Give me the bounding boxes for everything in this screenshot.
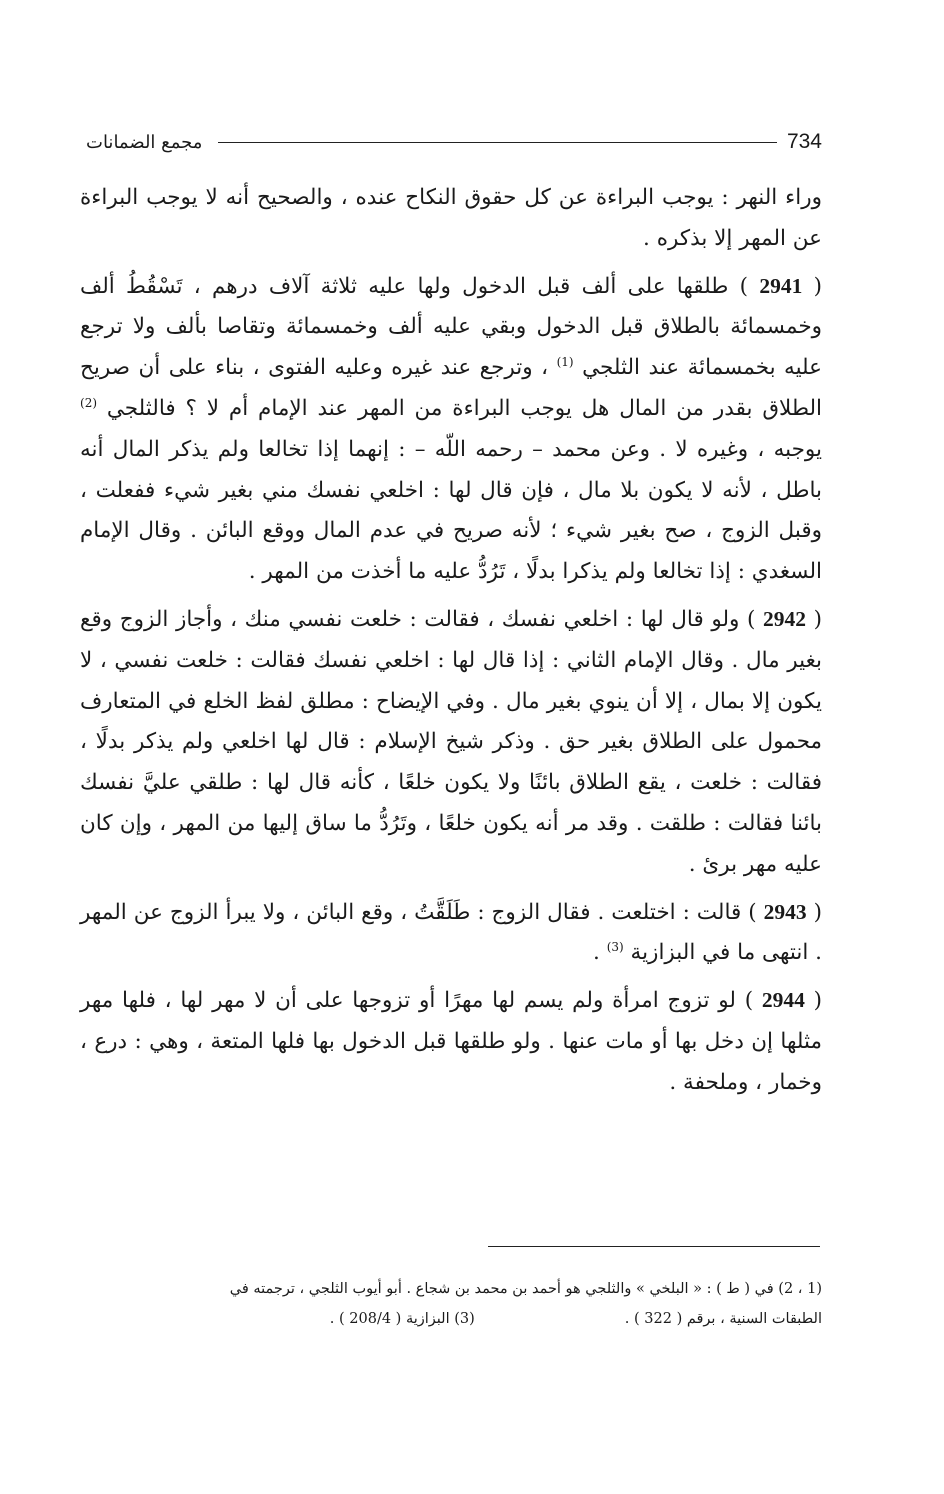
footnote-ref: (3) bbox=[606, 940, 624, 955]
page-number: 734 bbox=[786, 130, 822, 153]
item-number: 2944 bbox=[761, 988, 805, 1013]
footnote-line bbox=[80, 1304, 822, 1334]
paragraph-2942: ( 2942 ) ولو قال لها : اخلعي نفسك ، فقالت : خلعت نفسي منك ، وأجاز الزوج وقع بغير مال . وقال الإمام الثاني : إذا قال لها : اخلعي نفسك فقالت : خلعت نفسي ، لا يكون إلا بمال ، إلا أن ينوي بغير مال . وفي الإيضاح : مطلق لفظ الخلع في المتعارف محمول على الطلاق بغير حق . وذكر شيخ الإسلام : قال لها اخلعي ولم يذكر بدلًا ، فقالت : خلعت ، يقع الطلاق بائنًا ولا يكون خلعًا ، كأنه قال لها : طلقي عليَّ نفسك بائنا فقالت : طلقت . وقد مر أنه يكون خلعًا ، وتَرُدُّ ما ساق إليها من المهر ، وإن كان عليه مهر برئ . bbox=[80, 606, 822, 877]
footnote-ref: (2) bbox=[80, 395, 98, 410]
item-number: 2941 bbox=[759, 273, 803, 298]
running-title: مجمع الضمانات bbox=[86, 131, 203, 153]
paragraph-text: لو تزوج امرأة ولم يسم لها مهرًا أو تزوجها على أن لا مهر لها ، فلها مهر مثلها إن دخل بها أو مات عنها . ولو طلقها قبل الدخول بها فلها المتعة ، وهي : درع ، وخمار ، وملحفة . bbox=[80, 988, 822, 1095]
paragraph-text: . bbox=[593, 940, 600, 966]
footnote-separator bbox=[488, 1246, 820, 1247]
paragraph-text: وراء النهر : يوجب البراءة عن كل حقوق النكاح عنده ، والصحيح أنه لا يوجب البراءة عن المهر إلا بذكره . bbox=[80, 185, 822, 251]
footnote-text: (3) البزازية ( 208/4 ) . bbox=[329, 1311, 475, 1327]
item-number: 2942 bbox=[763, 606, 806, 631]
footnote-ref: (1) bbox=[556, 355, 574, 370]
paragraph-text: قالت : اختلعت . فقال الزوج : طَلَقَّتُ ، وقع البائن ، ولا يبرأ الزوج عن المهر . انتهى ما في البزازية bbox=[80, 899, 822, 966]
paragraph-text: طلقها على ألف قبل الدخول ولها عليه ثلاثة آلاف درهم ، تَسْقُطُ ألف وخمسمائة بالطلاق قبل الدخول وبقي عليه ألف وخمسمائة وتقاصا بألف ولا ترجع عليه بخمسمائة عند الثلجي bbox=[80, 273, 823, 381]
header-rule bbox=[218, 142, 777, 143]
paragraph-2941: ( 2941 ) طلقها على ألف قبل الدخول ولها عليه ثلاثة آلاف درهم ، تَسْقُطُ ألف وخمسمائة بالطلاق قبل الدخول وبقي عليه ألف وخمسمائة وتقاصا بألف ولا ترجع عليه بخمسمائة عند الثلجي $^{(1)}$ ، وترجع عند غيره وعليه الفتوى ، بناء على أن صريح الطلاق بقدر من المال هل يوجب البراءة من المهر عند الإمام أم لا ؟ فالثلجي $^{(2)}$ يوجبه ، وغيره لا . وعن محمد – رحمه اللّه – : إنهما إذا تخالعا ولم يذكر المال أنه باطل ، لأنه لا يكون بلا مال ، فإن قال لها : اخلعي نفسك مني بغير شيء ففعلت ، وقبل الزوج ، صح بغير شيء ؛ لأنه صريح في عدم المال ووقع البائن . وقال الإمام السغدي : إذا تخالعا ولم يذكرا بدلًا ، تَرُدُّ عليه ما أخذت من المهر . bbox=[80, 273, 823, 585]
paragraph-continuation bbox=[80, 178, 822, 260]
paragraph-text: ، وترجع عند غيره وعليه الفتوى ، بناء على أن صريح الطلاق بقدر من المال هل يوجب البراءة من المهر عند الإمام أم لا ؟ فالثلجي bbox=[80, 355, 822, 421]
footnote-line: (1 ، 2) في ( ط ) : « البلخي » والثلجي هو أحمد بن محمد بن شجاع . أبو أيوب الثلجي ، ترجمته في bbox=[229, 1281, 822, 1297]
footnote-text: الطبقات السنية ، برقم ( 322 ) . bbox=[624, 1311, 822, 1327]
item-number: 2943 bbox=[763, 899, 807, 924]
paragraph-text: يوجبه ، وغيره لا . وعن محمد – رحمه اللّه – : إنهما إذا تخالعا ولم يذكر المال أنه باطل ، لأنه لا يكون بلا مال ، فإن قال لها : اخلعي نفسك مني بغير شيء ففعلت ، وقبل الزوج ، صح بغير شيء ؛ لأنه صريح في عدم المال ووقع البائن . وقال الإمام السغدي : إذا تخالعا ولم يذكرا بدلًا ، تَرُدُّ عليه ما أخذت من المهر . bbox=[80, 436, 822, 585]
page-header bbox=[86, 122, 822, 162]
main-text bbox=[80, 178, 822, 1110]
paragraph-2943: ( 2943 ) قالت : اختلعت . فقال الزوج : طَلَقَّتُ ، وقع البائن ، ولا يبرأ الزوج عن المهر . انتهى ما في البزازية $^{(3)}$ . bbox=[80, 899, 822, 966]
footnotes bbox=[80, 1274, 822, 1334]
paragraph-text: ولو قال لها : اخلعي نفسك ، فقالت : خلعت نفسي منك ، وأجاز الزوج وقع بغير مال . وقال الإمام الثاني : إذا قال لها : اخلعي نفسك فقالت : خلعت نفسي ، لا يكون إلا بمال ، إلا أن ينوي بغير مال . وفي الإيضاح : مطلق لفظ الخلع في المتعارف محمول على الطلاق بغير حق . وذكر شيخ الإسلام : قال لها اخلعي ولم يذكر بدلًا ، فقالت : خلعت ، يقع الطلاق بائنًا ولا يكون خلعًا ، كأنه قال لها : طلقي عليَّ نفسك بائنا فقالت : طلقت . وقد مر أنه يكون خلعًا ، وتَرُدُّ ما ساق إليها من المهر ، وإن كان عليه مهر برئ . bbox=[80, 606, 822, 877]
paragraph-2944: ( 2944 ) لو تزوج امرأة ولم يسم لها مهرًا أو تزوجها على أن لا مهر لها ، فلها مهر مثلها إن دخل بها أو مات عنها . ولو طلقها قبل الدخول بها فلها المتعة ، وهي : درع ، وخمار ، وملحفة . bbox=[80, 988, 822, 1095]
